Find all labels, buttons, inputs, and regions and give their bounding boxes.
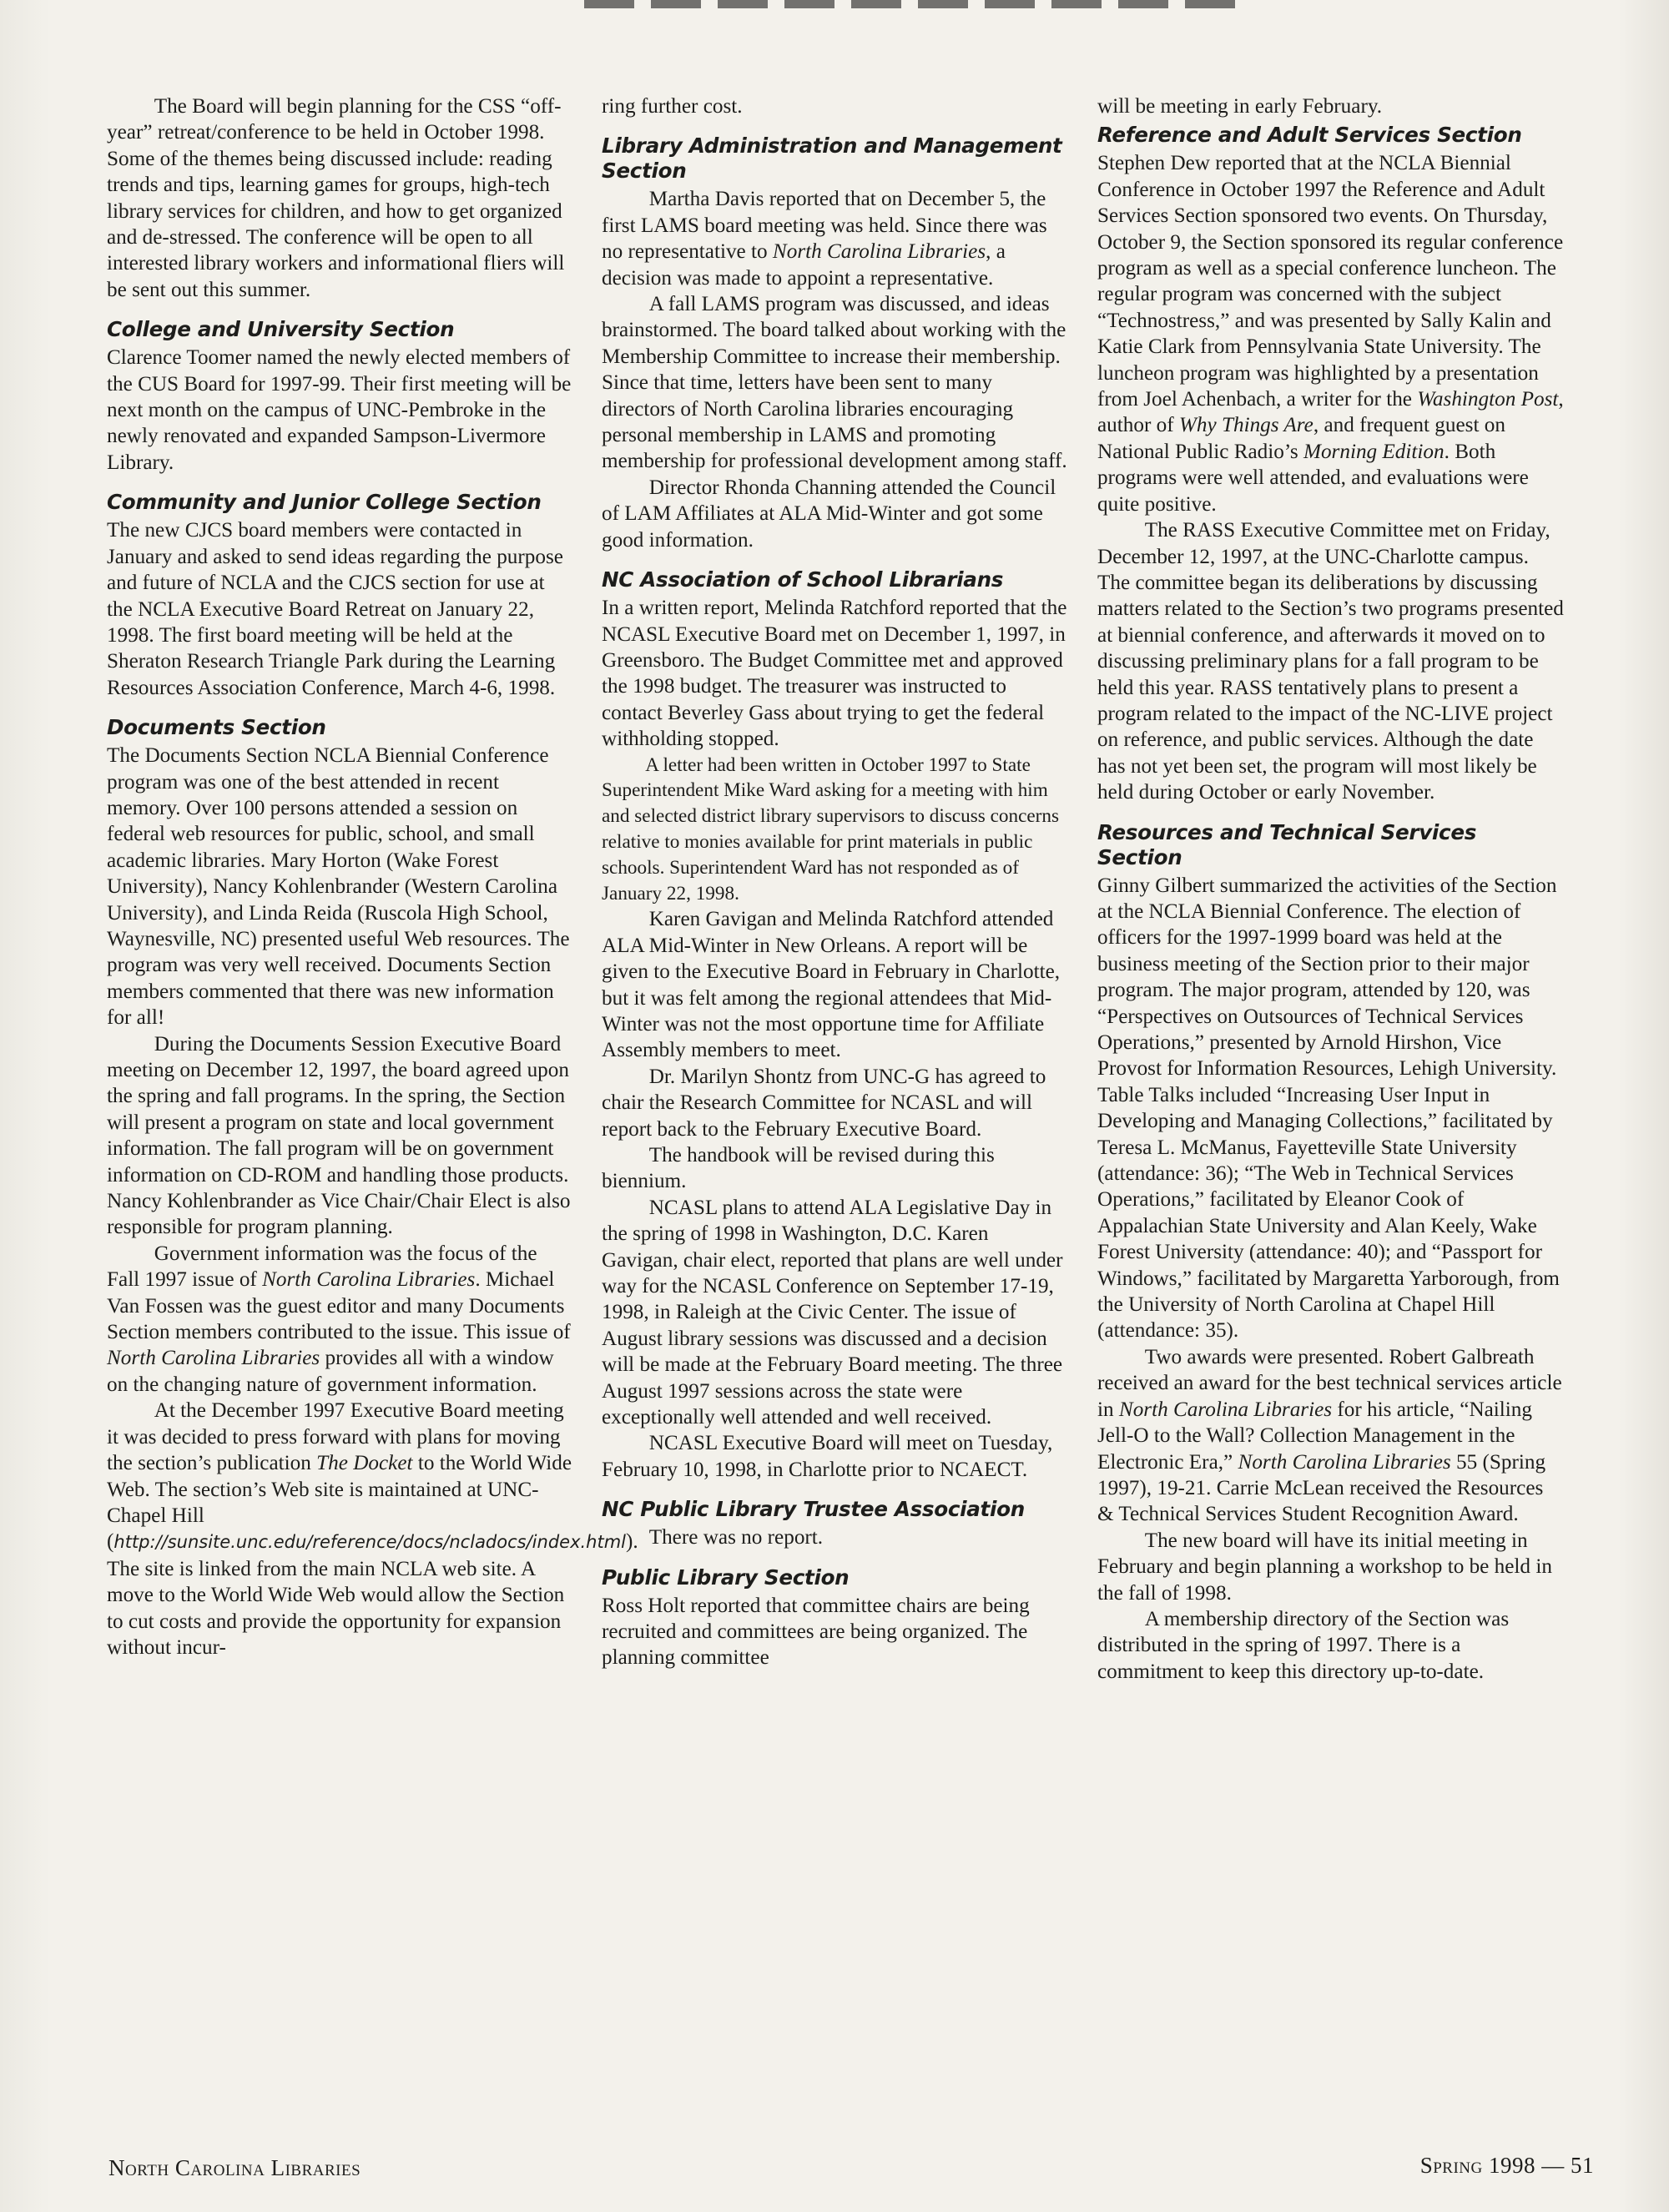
heading-lams: Library Administration and Management Section [602,134,1062,184]
lams-paragraph-3: Director Rhonda Channing attended the Council of LAM Affiliates at ALA Mid-Winter and got some good information. [602,476,1056,552]
page-number: 51 [1571,2153,1594,2178]
docs-paragraph-1: The Documents Section NCLA Biennial Conference program was one of the best attended in recent memory. Over 100 persons attended a session on federal web resources for public, school, and small academic libraries. Mary Horton (Wake Forest University), Nancy Kohlenbrander (Western Carolina University), and Linda Reida (Ruscola High School, Waynesville, NC) presented useful Web resources. The program was very well received. Documents Section members commented that there was new information for all! [107,744,570,1030]
heading-documents-section: Documents Section [107,715,326,740]
rtss-paragraph-1: Ginny Gilbert summarized the activities of the Section at the NCLA Biennial Conference. The election of officers for the 1997-1999 board was held at the business meeting of the Section prior to their major program. The major program, attended by 120, was “Perspectives on Outsources of Technical Services Operations,” presented by Arnold Hirshon, Vice Provost for Information Resources, Lehigh University. Table Talks included “Increasing User Input in Developing and Managing Collections,” facilitated by Teresa L. McManus, Fayetteville State University (attendance: 36); “The Web in Technical Services Operations,” facilitated by Eleanor Cook of Appalachian State University and Alan Keely, Wake Forest University (attendance: 40); and “Passport for Windows,” facilitated by Margaretta Yarborough, from the University of North Carolina at Chapel Hill (attendance: 35). [1097,874,1560,1343]
heading-trustee-association: NC Public Library Trustee Association [602,1497,1025,1522]
ncasl-paragraph-3: Karen Gavigan and Melinda Ratchford attended ALA Mid-Winter in New Orleans. A report will be given to the Executive Board in February in Charlotte, but it was felt among the regional attendees that Mid-Winter was not the most opportune time for Affiliate Assembly members to meet. [602,908,1061,1062]
footer-issue-page [1420,2153,1594,2179]
journal-title: North Carolina Libraries [1238,1450,1451,1474]
program-title: Morning Edition [1303,440,1445,463]
rass-paragraph-2: The RASS Executive Committee met on Friday, December 12, 1997, at the UNC-Charlotte campus. The committee began its deliberations by discussing matters related to the Section’s two programs presented at biennial conference, and afterwards it moved on to discussing preliminary plans for a fall program to be held this year. RASS tentatively plans to present a program related to the impact of the NC-LIVE project on reference, and public services. Although the date has not yet been set, the program will most likely be held during October or early November. [1097,519,1564,804]
journal-title: North Carolina Libraries [1118,1398,1333,1421]
css-retreat-paragraph: The Board will begin planning for the CSS “off-year” retreat/conference to be held in October 1998. Some of the themes being discussed include: reading trends and tips, learning games for groups, high-tech library services for children, and how to get organized and de-stressed. The conference will be open to all interested library workers and informational fliers will be sent out this summer. [107,95,565,301]
journal-title: North Carolina Libraries [107,1347,320,1370]
footer-dash: — [1541,2153,1565,2178]
ncasl-paragraph-7: NCASL Executive Board will meet on Tuesday, February 10, 1998, in Charlotte prior to NCAECT. [602,1432,1053,1481]
footer-journal-name: North Carolina Libraries [108,2155,361,2180]
lams-paragraph-1: Martha Davis reported that on December 5, the first LAMS board meeting was held. Since there was no representative to North Carolina Libraries, a decision was made to appoint a representative. [602,188,1047,290]
book-title: Why Things Are [1178,414,1314,437]
heading-rass: Reference and Adult Services Section [1097,123,1522,148]
rtss-paragraph-4: A membership directory of the Section was distributed in the spring of 1997. There is a commitment to keep this directory up-to-date. [1097,1607,1510,1683]
journal-title: North Carolina Libraries [262,1268,476,1292]
ncasl-paragraph-5: The handbook will be revised during this biennium. [602,1143,995,1193]
column-1 [107,93,638,2134]
column-3 [1097,93,1565,2134]
heading-public-library-section: Public Library Section [602,1565,850,1590]
rass-paragraph-1: Stephen Dew reported that at the NCLA Biennial Conference in October 1997 the Reference and Adult Services Section sponsored two events. On Thursday, October 9, the Section sponsored its regular conference program as well as a special conference luncheon. The regular program was concerned with the subject “Technostress,” and was presented by Sally Kalin and Katie Clark from Pennsylvania State University. The luncheon program was highlighted by a presentation from Joel Achenbach, a writer for the Washington Post, author of Why Things Are, and frequent guest on National Public Radio’s Morning Edition. Both programs were well attended, and evaluations were quite positive. [1097,152,1564,516]
heading-community-junior-college-section: Community and Junior College Section [107,490,542,515]
journal-title: North Carolina Libraries [772,240,986,264]
publication-title: The Docket [316,1452,413,1475]
top-edge-bleed [584,0,1235,8]
publication-title: Washington Post [1417,388,1559,411]
continued-text: ring further cost. [602,95,743,118]
heading-rtss: Resources and Technical Services Section [1097,819,1477,869]
ncasl-paragraph-4: Dr. Marilyn Shontz from UNC-G has agreed to chair the Research Committee for NCASL and will report back to the February Executive Board. [602,1065,1046,1141]
heading-ncasl: NC Association of School Librarians [602,567,1004,592]
heading-college-university-section: College and University Section [107,317,455,342]
ncasl-paragraph-2: A letter had been written in October 1997 to State Superintendent Mike Ward asking for a meeting with him and selected district library supervisors to discuss concerns relative to monies available for print materials in public schools. Superintendent Ward has not responded as of January 22, 1998. [602,753,1059,904]
trustee-paragraph: There was no report. [648,1526,824,1549]
column-2 [602,93,1069,2134]
docs-paragraph-4: At the December 1997 Executive Board meeting it was decided to press forward with plans for moving the section’s publication The Docket to the World Wide Web. The section’s Web site is maintained at UNC-Chapel Hill (http://sunsite.unc.edu/reference/docs/ncladocs/index.html). The site is linked from the main NCLA web site. A move to the World Wide Web would allow the Section to cut costs and provide the opportunity for expansion without incur- [107,1399,638,1659]
cjcs-paragraph: The new CJCS board members were contacted in January and asked to send ideas regarding the purpose and future of NCLA and the CJCS section for use at the NCLA Executive Board Retreat on January 22, 1998. The first board meeting will be held at the Sheraton Research Triangle Park during the Learning Resources Association Conference, March 4-6, 1998. [107,519,563,699]
rtss-paragraph-2: Two awards were presented. Robert Galbreath received an award for the best technical services article in North Carolina Libraries for his article, “Nailing Jell-O to the Wall? Collection Management in the Electronic Era,” North Carolina Libraries 55 (Spring 1997), 19-21. Carrie McLean received the Resources & Technical Services Student Recognition Award. [1097,1345,1562,1526]
docs-paragraph-3: Government information was the focus of the Fall 1997 issue of North Carolina Libraries. Michael Van Fossen was the guest editor and many Documents Section members contributed to the issue. This issue of North Carolina Libraries provides all with a window on the changing nature of government information. [107,1242,571,1396]
cus-paragraph: Clarence Toomer named the newly elected members of the CUS Board for 1997-99. Their first meeting will be next month on the campus of UNC-Pembroke in the newly renovated and expanded Sampson-Livermore Library. [107,346,572,474]
pls-paragraph: Ross Holt reported that committee chairs are being recruited and committees are being organized. The planning committee [602,1594,1030,1670]
continued-text: will be meeting in early February. [1097,95,1383,118]
ncasl-paragraph-6: NCASL plans to attend ALA Legislative Day in the spring of 1998 in Washington, D.C. Karen Gavigan, chair elect, reported that plans are well under way for the NCASL Conference on September 17-19, 1998, in Raleigh at the Civic Center. The issue of August library sessions was discussed and a decision will be made at the February Board meeting. The three August 1997 sessions across the state were exceptionally well attended and well received. [602,1196,1063,1429]
ncasl-paragraph-1: In a written report, Melinda Ratchford reported that the NCASL Executive Board met on December 1, 1997, in Greensboro. The Budget Committee met and approved the 1998 budget. The treasurer was instructed to contact Beverley Gass about trying to get the federal withholding stopped. [602,597,1067,751]
footer-issue: Spring 1998 [1419,2153,1535,2178]
lams-paragraph-2: A fall LAMS program was discussed, and ideas brainstormed. The board talked about working with the Membership Committee to increase their membership. Since that time, letters have been sent to many directors of North Carolina libraries encouraging personal membership in LAMS and promoting membership for professional development among staff. [602,293,1067,473]
rtss-paragraph-3: The new board will have its initial meeting in February and begin planning a workshop to be held in the fall of 1998. [1097,1529,1552,1605]
docs-website-url: http://sunsite.unc.edu/reference/docs/ncladocs/index.html [113,1532,627,1553]
docs-paragraph-2: During the Documents Session Executive Board meeting on December 12, 1997, the board agreed upon the spring and fall programs. In the spring, the Section will present a program on state and local government information. The fall program will be on government information on CD-ROM and handling those products. Nancy Kohlenbrander as Vice Chair/Chair Elect is also responsible for program planning. [107,1032,571,1239]
